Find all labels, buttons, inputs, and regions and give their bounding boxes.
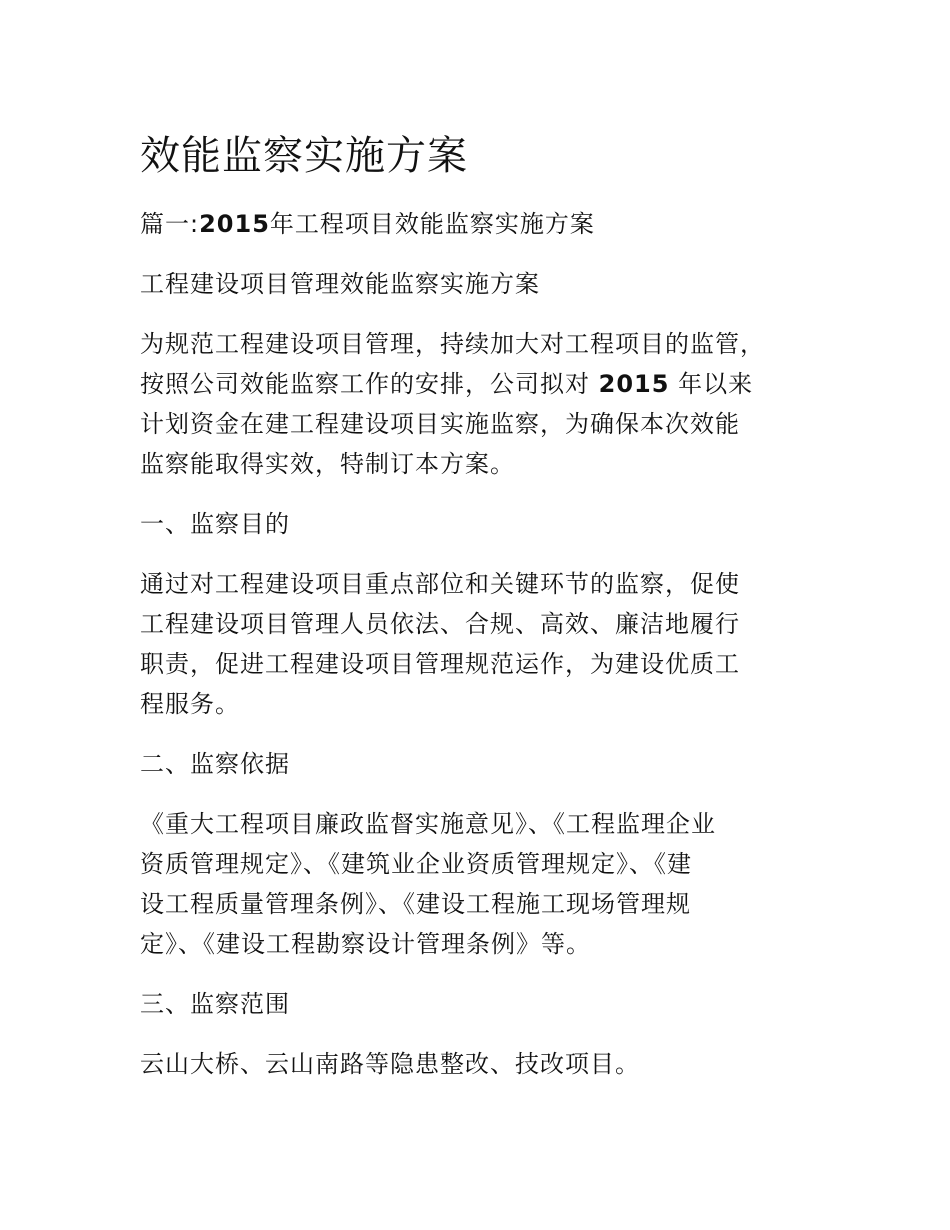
section3-paragraph: [140, 1044, 820, 1084]
paragraph-line: 定》、《建设工程勘察设计管理条例》等。: [140, 930, 591, 958]
paragraph-line: 云山大桥、云山南路等隐患整改、技改项目。: [140, 1050, 640, 1078]
section-heading-main: 工程建设项目管理效能监察实施方案: [140, 270, 540, 298]
section2-heading: 二、监察依据: [140, 750, 290, 778]
section2-paragraph: [140, 804, 820, 964]
subtitle-prefix: 篇一:: [140, 210, 200, 238]
section3-heading: 三、监察范围: [140, 990, 290, 1018]
paragraph-line: 设工程质量管理条例》、《建设工程施工现场管理规: [140, 890, 691, 918]
intro-paragraph: [140, 324, 820, 484]
subtitle-suffix: 年工程项目效能监察实施方案: [269, 210, 595, 238]
subtitle: [140, 204, 820, 244]
section1-heading: 一、监察目的: [140, 510, 290, 538]
paragraph-line: 资质管理规定》、《建筑业企业资质管理规定》、《建: [140, 850, 692, 878]
intro-line: 计划资金在建工程建设项目实施监察，为确保本次效能: [140, 410, 740, 438]
intro-line: 监察能取得实效，特制订本方案。: [140, 450, 515, 478]
paragraph-line: 职责，促进工程建设项目管理规范运作，为建设优质工: [140, 650, 740, 678]
intro-line: [140, 364, 820, 404]
intro-text: 按照公司效能监察工作的安排，公司拟对: [140, 370, 599, 398]
intro-year: 2015: [598, 370, 670, 398]
paragraph-line: 程服务。: [140, 690, 240, 718]
document-page: [140, 128, 820, 1104]
paragraph-line: 工程建设项目管理人员依法、合规、高效、廉洁地履行: [140, 610, 740, 638]
subtitle-year: 2015: [199, 210, 270, 238]
paragraph-line: 《重大工程项目廉政监督实施意见》、《工程监理企业: [140, 810, 716, 838]
section1-paragraph: [140, 564, 820, 724]
paragraph-line: 通过对工程建设项目重点部位和关键环节的监察，促使: [140, 570, 740, 598]
intro-line: 为规范工程建设项目管理，持续加大对工程项目的监管，: [140, 330, 765, 358]
document-title: 效能监察实施方案: [140, 133, 468, 179]
intro-text: 年以来: [669, 370, 754, 398]
